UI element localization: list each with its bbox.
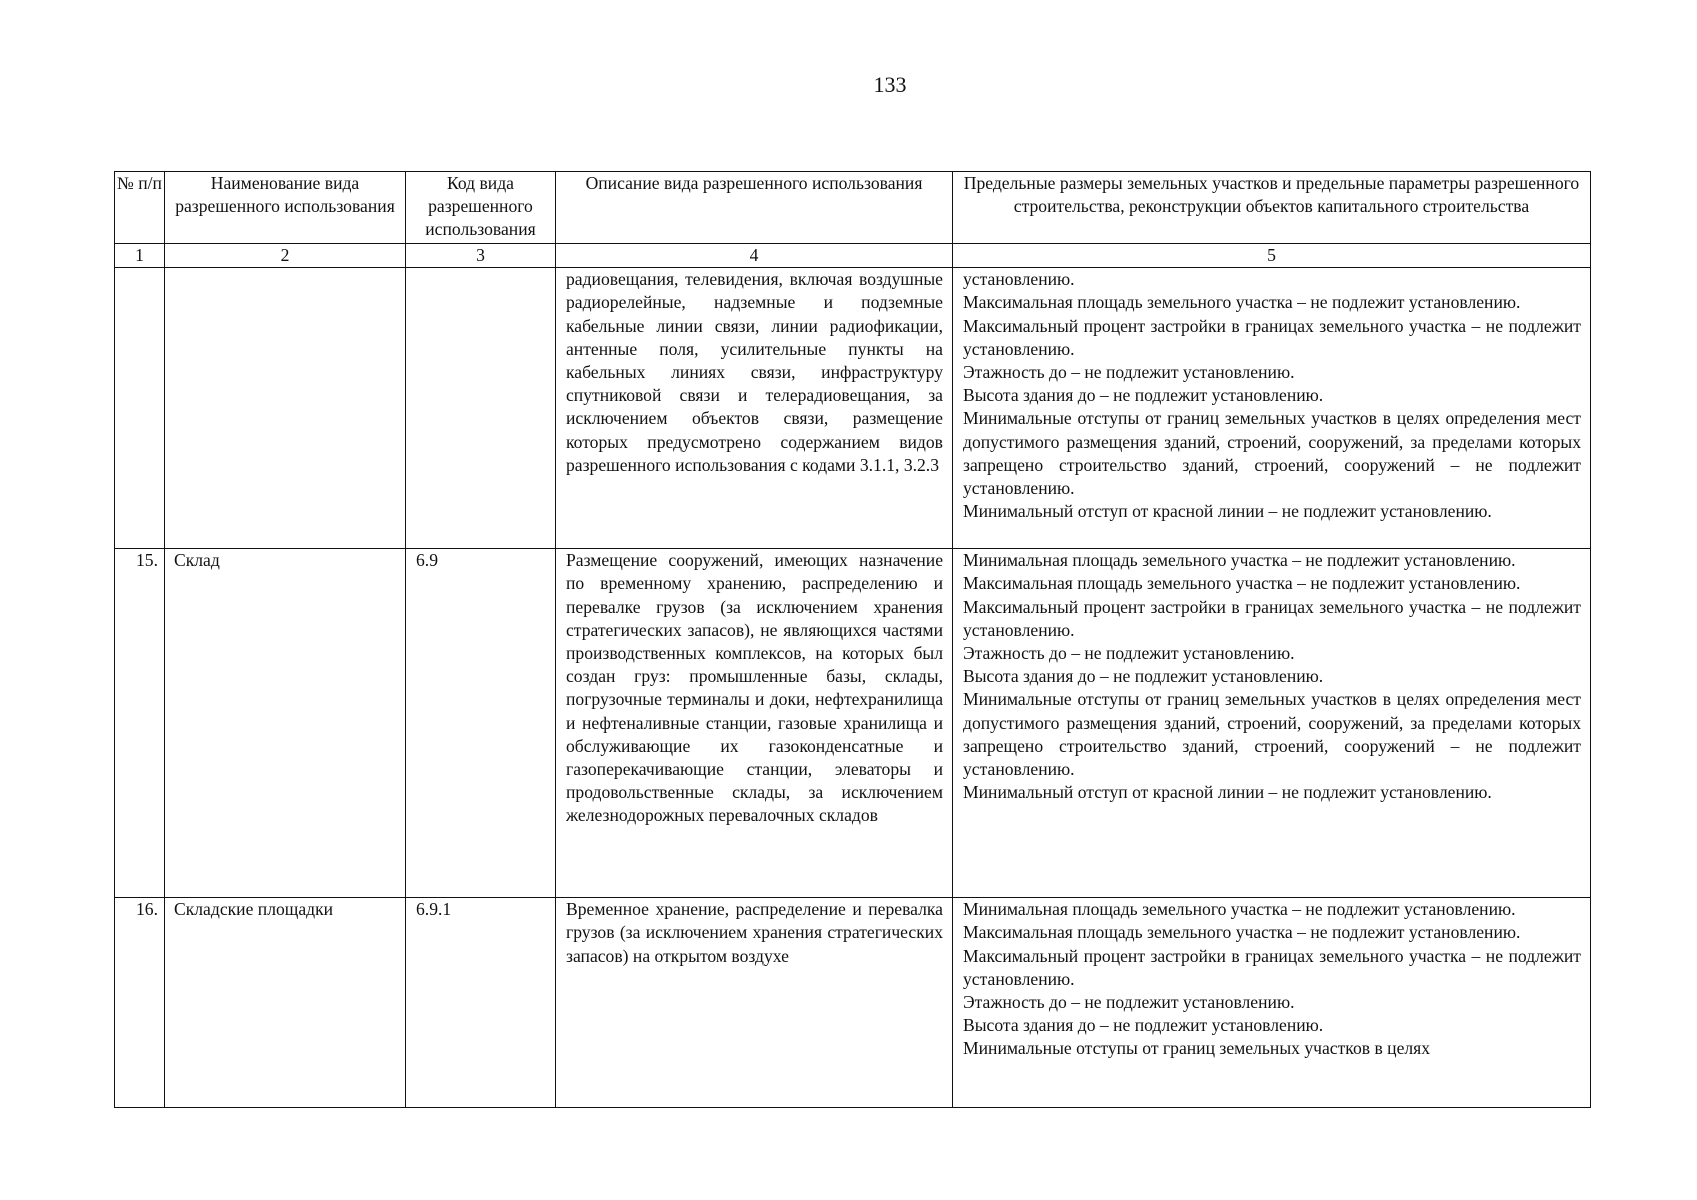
column-number: 2: [165, 244, 406, 268]
header-row: [115, 172, 1591, 244]
row-description: радиовещания, телевидения, включая воздушные радиорелейные, надземные и подземные кабельные линии связи, линии радиофикации, антенные поля, усилительные пункты на кабельных линиях связи, инфраструктуру спутниковой связи и телерадиовещания, за исключением объектов связи, размещение которых предусмотрено содержанием видов разрешенного использования с кодами 3.1.1, 3.2.3: [556, 268, 953, 549]
row-name: Складские площадки: [165, 898, 406, 1108]
column-number-row: [115, 244, 1591, 268]
column-number: 5: [953, 244, 1591, 268]
header-num: № п/п: [115, 172, 165, 244]
param-line: Минимальный отступ от красной линии – не подлежит установлению.: [963, 782, 1492, 803]
row-params: [953, 549, 1591, 898]
header-code: Код вида разрешенного использования: [406, 172, 556, 244]
row-code: 6.9: [406, 549, 556, 898]
param-line: Максимальный процент застройки в границах земельного участка – не подлежит установлению.: [963, 945, 1581, 989]
row-number: [115, 268, 165, 549]
row-number: 15.: [115, 549, 165, 898]
land-use-table: [114, 171, 1591, 1108]
row-name: [165, 268, 406, 549]
param-line: Максимальный процент застройки в границах земельного участка – не подлежит установлению.: [963, 596, 1581, 640]
param-line: Высота здания до – не подлежит установлению.: [963, 385, 1324, 406]
param-line: Этажность до – не подлежит установлению.: [963, 992, 1295, 1013]
row-name: Склад: [165, 549, 406, 898]
page-number: 133: [873, 72, 907, 97]
table-row: [115, 898, 1591, 1108]
row-params: [953, 268, 1591, 549]
row-code: 6.9.1: [406, 898, 556, 1108]
row-description: Размещение сооружений, имеющих назначение по временному хранению, распределению и перевалке грузов (за исключением хранения стратегических запасов), не являющихся частями производственных комплексов, на которых был создан груз: промышленные базы, склады, погрузочные терминалы и доки, нефтехранилища и нефтеналивные станции, газовые хранилища и обслуживающие их газоконденсатные и газоперекачивающие станции, элеваторы и продовольственные склады, за исключением железнодорожных перевалочных складов: [556, 549, 953, 898]
param-line: Минимальные отступы от границ земельных участков в целях определения мест допустимого размещения зданий, строений, сооружений, за пределами которых запрещено строительство зданий, строений, сооружений – не подлежит установлению.: [963, 408, 1581, 499]
param-line: Этажность до – не подлежит установлению.: [963, 362, 1295, 383]
row-number: 16.: [115, 898, 165, 1108]
param-line: Максимальный процент застройки в границах земельного участка – не подлежит установлению.: [963, 315, 1581, 359]
column-number: 4: [556, 244, 953, 268]
param-line: Минимальные отступы от границ земельных участков в целях: [963, 1038, 1431, 1059]
table-row: [115, 268, 1591, 549]
param-line: Минимальная площадь земельного участка – не подлежит установлению.: [963, 899, 1516, 920]
param-line: Минимальный отступ от красной линии – не подлежит установлению.: [963, 501, 1492, 522]
column-number: 1: [115, 244, 165, 268]
param-line: Этажность до – не подлежит установлению.: [963, 643, 1295, 664]
param-line: Минимальная площадь земельного участка – не подлежит установлению.: [963, 550, 1516, 571]
param-line: Максимальная площадь земельного участка – не подлежит установлению.: [963, 573, 1521, 594]
row-description: Временное хранение, распределение и перевалка грузов (за исключением хранения стратегических запасов) на открытом воздухе: [556, 898, 953, 1108]
header-name: Наименование вида разрешенного использования: [165, 172, 406, 244]
column-number: 3: [406, 244, 556, 268]
header-description: Описание вида разрешенного использования: [556, 172, 953, 244]
param-line: Высота здания до – не подлежит установлению.: [963, 666, 1324, 687]
row-params: [953, 898, 1591, 1108]
table-row: [115, 549, 1591, 898]
row-code: [406, 268, 556, 549]
param-line: Максимальная площадь земельного участка – не подлежит установлению.: [963, 292, 1521, 313]
param-line: Высота здания до – не подлежит установлению.: [963, 1015, 1324, 1036]
param-line: Минимальные отступы от границ земельных участков в целях определения мест допустимого размещения зданий, строений, сооружений, за пределами которых запрещено строительство зданий, строений, сооружений – не подлежит установлению.: [963, 689, 1581, 780]
param-line: установлению.: [963, 269, 1075, 290]
param-line: Максимальная площадь земельного участка – не подлежит установлению.: [963, 922, 1521, 943]
header-params: Предельные размеры земельных участков и предельные параметры разрешенного строительства, реконструкции объектов капитального строительства: [953, 172, 1591, 244]
